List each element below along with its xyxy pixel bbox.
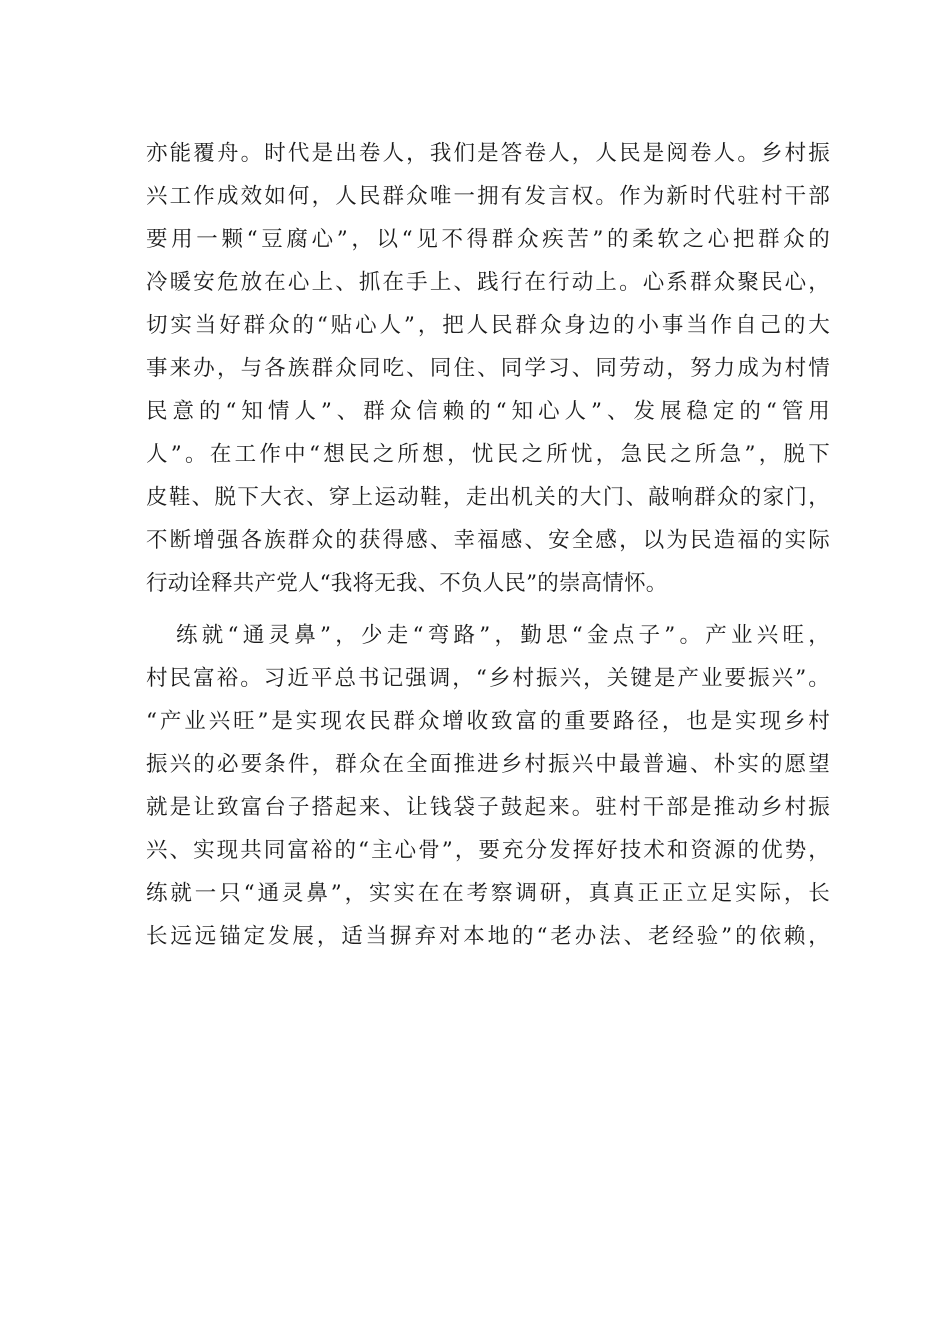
text-line: 皮鞋、脱下大衣、穿上运动鞋，走出机关的大门、敲响群众的家门， bbox=[146, 485, 830, 510]
text-line: 不断增强各族群众的获得感、幸福感、安全感，以为民造福的实际 bbox=[146, 528, 830, 553]
text-line: 练就一只“通灵鼻”，实实在在考察调研，真真正正立足实际，长 bbox=[146, 881, 830, 906]
text-line: 切实当好群众的“贴心人”，把人民群众身边的小事当作自己的大 bbox=[146, 313, 830, 338]
text-line: 要用一颗“豆腐心”，以“见不得群众疾苦”的柔软之心把群众的 bbox=[146, 227, 830, 252]
text-line: 民意的“知情人”、群众信赖的“知心人”、发展稳定的“管用 bbox=[146, 399, 830, 424]
text-line: 人”。在工作中“想民之所想，忧民之所忧，急民之所急”，脱下 bbox=[146, 442, 830, 467]
text-line: 振兴的必要条件，群众在全面推进乡村振兴中最普遍、朴实的愿望 bbox=[146, 752, 830, 777]
text-line: 行动诠释共产党人“我将无我、不负人民”的崇高情怀。 bbox=[146, 571, 668, 596]
text-line: 兴、实现共同富裕的“主心骨”，要充分发挥好技术和资源的优势， bbox=[146, 838, 830, 863]
document-body bbox=[146, 132, 830, 958]
text-line: “产业兴旺”是实现农民群众增收致富的重要路径，也是实现乡村 bbox=[146, 709, 830, 734]
text-line: 就是让致富台子搭起来、让钱袋子鼓起来。驻村干部是推动乡村振 bbox=[146, 795, 830, 820]
text-line: 长远远锚定发展，适当摒弃对本地的“老办法、老经验”的依赖， bbox=[146, 924, 830, 949]
text-line: 事来办，与各族群众同吃、同住、同学习、同劳动，努力成为村情 bbox=[146, 356, 830, 381]
paragraph-1 bbox=[146, 132, 830, 605]
text-line: 兴工作成效如何，人民群众唯一拥有发言权。作为新时代驻村干部 bbox=[146, 184, 830, 209]
text-line: 冷暖安危放在心上、抓在手上、践行在行动上。心系群众聚民心， bbox=[146, 270, 830, 295]
text-line: 练就“通灵鼻”，少走“弯路”，勤思“金点子”。产业兴旺， bbox=[176, 623, 830, 648]
text-line: 亦能覆舟。时代是出卷人，我们是答卷人，人民是阅卷人。乡村振 bbox=[146, 141, 830, 166]
paragraph-spacer bbox=[146, 605, 830, 614]
text-line: 村民富裕。习近平总书记强调，“乡村振兴，关键是产业要振兴”。 bbox=[146, 666, 830, 691]
paragraph-2 bbox=[146, 614, 830, 958]
